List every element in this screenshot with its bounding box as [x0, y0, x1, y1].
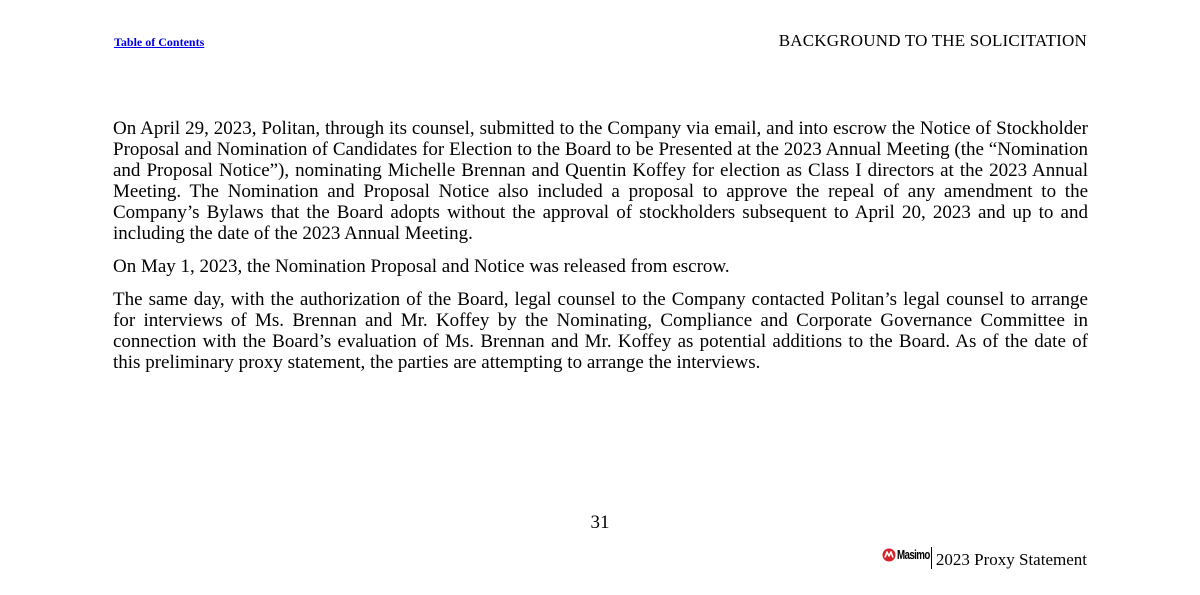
masimo-logo	[882, 545, 931, 565]
page-number: 31	[590, 512, 610, 533]
paragraph-2: On May 1, 2023, the Nomination Proposal and Notice was released from escrow.	[113, 256, 730, 277]
footer	[882, 539, 1087, 571]
section-title: BACKGROUND TO THE SOLICITATION	[778, 31, 1087, 50]
footer-label: 2023 Proxy Statement	[935, 550, 1087, 569]
masimo-logo-text: Masimo	[896, 547, 930, 562]
body-text	[113, 118, 1088, 385]
masimo-logo-icon	[882, 548, 896, 562]
table-of-contents-link[interactable]: Table of Contents	[114, 35, 205, 49]
paragraph-3: The same day, with the authorization of the Board, legal counsel to the Company contacted Politan’s legal counsel to arrange for interviews of Ms. Brennan and Mr. Koffey by the Nominating, Compliance and Corporate Governance Committee in connection with the Board’s evaluation of Ms. Brennan and Mr. Koffey as potential additions to the Board. As of the date of this preliminary proxy statement, the parties are attempting to arrange the interviews.	[113, 289, 1088, 373]
footer-separator	[931, 547, 932, 569]
paragraph-1: On April 29, 2023, Politan, through its counsel, submitted to the Company via email, and into escrow the Notice of Stockholder Proposal and Nomination of Candidates for Election to the Board to be Presented at the 2023 Annual Meeting (the “Nomination and Proposal Notice”), nominating Michelle Brennan and Quentin Koffey for election as Class I directors at the 2023 Annual Meeting. The Nomination and Proposal Notice also included a proposal to approve the repeal of any amendment to the Company’s Bylaws that the Board adopts without the approval of stockholders subsequent to April 20, 2023 and up to and including the date of the 2023 Annual Meeting.	[113, 118, 1088, 244]
